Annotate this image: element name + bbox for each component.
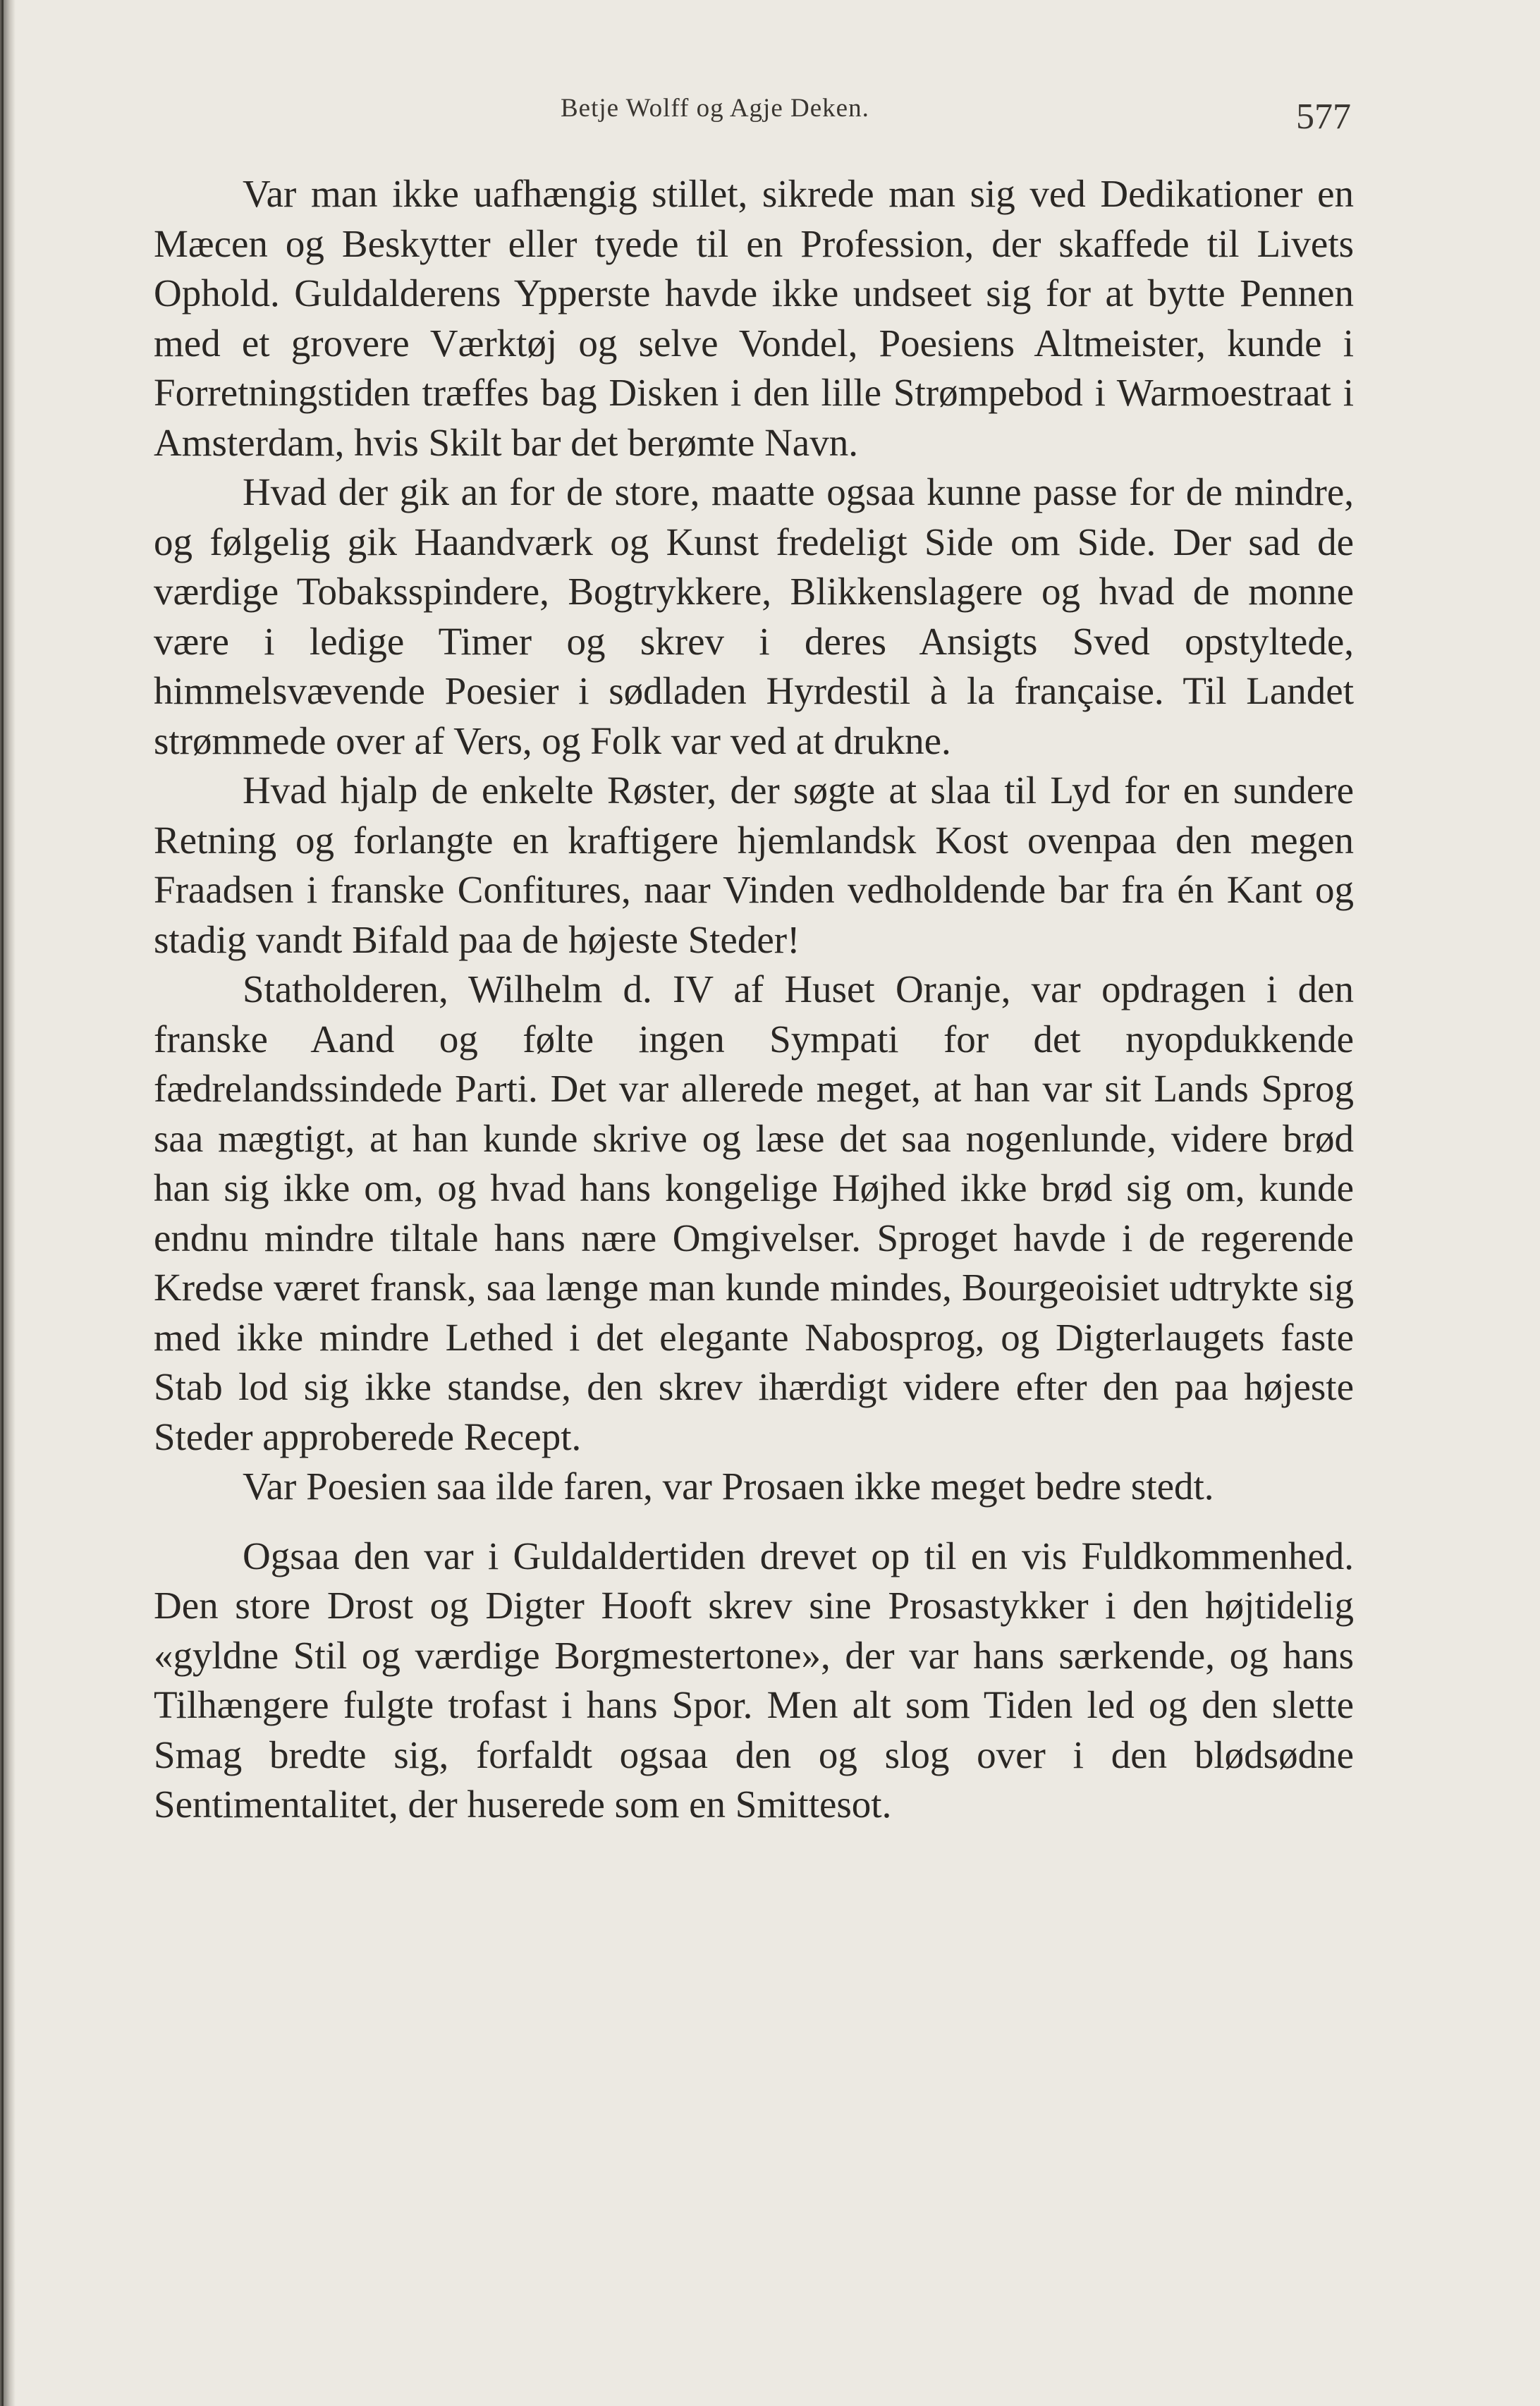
paragraph-5: Var Poesien saa ilde faren, var Prosaen ikke meget bedre stedt. xyxy=(243,1465,1214,1508)
paragraph-4: Statholderen, Wilhelm d. IV af Huset Oranje, var opdragen i den franske Aand og følte ingen Sympati for det nyopdukkende fædrelandssindede Parti. Det var allerede meget, at han var sit Lands Sprog saa mægtigt, at han kunde skrive og læse det saa nogenlunde, videre brød han sig ikke om, og hvad hans kongelige Højhed ikke brød sig om, kunde endnu mindre tiltale hans nære Omgivelser. Sproget havde i de regerende Kredse været fransk, saa længe man kunde mindes, Bourgeoisiet udtrykte sig med ikke mindre Lethed i det elegante Nabosprog, og Digterlaugets faste Stab lod sig ikke standse, den skrev ihærdigt videre efter den paa højeste Steder approberede Recept. xyxy=(154,967,1354,1458)
page-number: 577 xyxy=(1296,97,1351,137)
paragraph-2: Hvad der gik an for de store, maatte ogsaa kunne passe for de mindre, og følgelig gik Haandværk og Kunst fredeligt Side om Side. Der sad de værdige Tobaksspindere, Bogtrykkere, Blikkenslagere og hvad de monne være i ledige Timer og skrev i deres Ansigts Sved opstyltede, himmelsvævende Poesier i sødladen Hyrdestil à la française. Til Landet strømmede over af Vers, og Folk var ved at drukne. xyxy=(154,470,1354,762)
paragraph-1: Var man ikke uafhængig stillet, sikrede man sig ved Dedikationer en Mæcen og Beskytter eller tyede til en Profession, der skaffede til Livets Ophold. Guldalderens Ypperste havde ikke undseet sig for at bytte Pennen med et grovere Værktøj og selve Vondel, Poesiens Altmeister, kunde i Forretningstiden træffes bag Disken i den lille Strømpebod i Warmoestraat i Amsterdam, hvis Skilt bar det berømte Navn. xyxy=(154,172,1354,464)
paragraph-3: Hvad hjalp de enkelte Røster, der søgte at slaa til Lyd for en sundere Retning og forlangte en kraftigere hjemlandsk Kost ovenpaa den megen Fraadsen i franske Confitures, naar Vinden vedholdende bar fra én Kant og stadig vandt Bifald paa de højeste Steder! xyxy=(154,769,1354,961)
running-title: Betje Wolff og Agje Deken. xyxy=(561,94,869,123)
paragraph-6: Ogsaa den var i Guldaldertiden drevet op til en vis Fuldkommenhed. Den store Drost og Digter Hooft skrev sine Prosastykker i den højtidelig «gyldne Stil og værdige Borgmestertone», der var hans særkende, og hans Tilhængere fulgte trofast i hans Spor. Men alt som Tiden led og den slette Smag bredte sig, forfaldt ogsaa den og slog over i den blødsødne Sentimentalitet, der huserede som en Smittesot. xyxy=(154,1534,1354,1826)
body-text xyxy=(154,169,1354,1830)
